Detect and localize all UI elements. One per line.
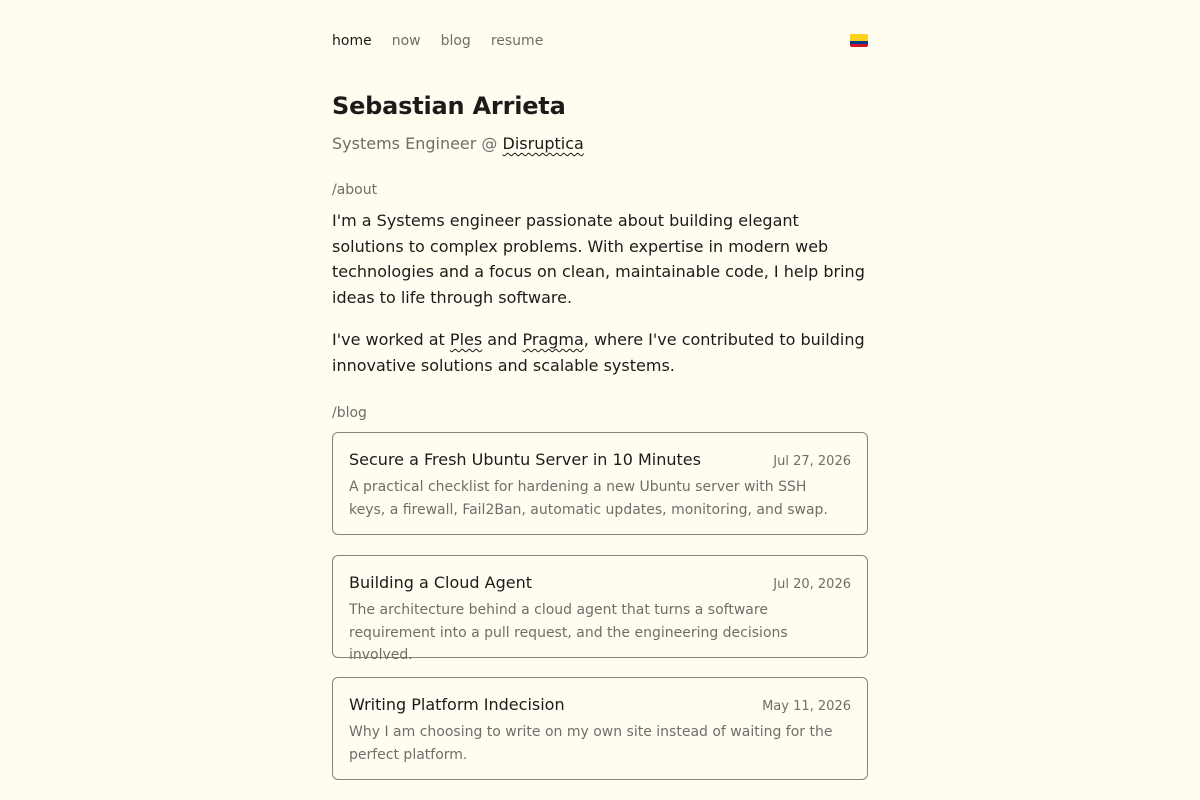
blog-post-title: Building a Cloud Agent	[349, 573, 533, 592]
nav-link-now[interactable]: now	[391, 33, 421, 49]
nav-link-resume[interactable]: resume	[490, 33, 544, 49]
blog-post-title: Secure a Fresh Ubuntu Server in 10 Minutes	[349, 450, 701, 469]
blog-post-date: Jul 27, 2026	[773, 454, 851, 469]
blog-post-date: Jul 20, 2026	[773, 577, 851, 592]
company-link-disruptica[interactable]: Disruptica	[502, 134, 584, 153]
blog-section-label: /blog	[332, 405, 367, 421]
blog-post-description: The architecture behind a cloud agent that turns a software requirement into a pull request, and the engineering decisions involved.	[349, 602, 788, 663]
colombia-flag-icon[interactable]	[850, 34, 868, 47]
about-p2-middle: and	[482, 330, 523, 349]
page-title: Sebastian Arrieta	[332, 92, 566, 120]
nav-links	[332, 33, 868, 49]
company-link-pragma[interactable]: Pragma	[522, 330, 584, 349]
nav-link-blog[interactable]: blog	[440, 33, 471, 49]
about-section-label: /about	[332, 182, 378, 198]
blog-post-card[interactable]	[332, 432, 868, 535]
flag-band-red	[850, 44, 868, 47]
about-paragraph-1: I'm a Systems engineer passionate about building elegant solutions to complex problems. With expertise in modern web technologies and a focus on clean, maintainable code, I help bring ideas to life through software.	[332, 211, 865, 307]
about-p2-prefix: I've worked at	[332, 330, 450, 349]
blog-post-date: May 11, 2026	[762, 699, 851, 714]
blog-post-description: A practical checklist for hardening a new Ubuntu server with SSH keys, a firewall, Fail2Ban, automatic updates, monitoring, and swap.	[349, 479, 828, 518]
role-line	[332, 134, 584, 153]
nav-link-home[interactable]: home	[332, 33, 372, 49]
company-link-ples[interactable]: Ples	[449, 330, 483, 349]
role-prefix: Systems Engineer @	[332, 134, 503, 153]
blog-post-card[interactable]	[332, 555, 868, 663]
about-paragraph-2	[332, 327, 868, 378]
blog-post-description: Why I am choosing to write on my own site instead of waiting for the perfect platform.	[349, 724, 833, 763]
blog-post-title: Writing Platform Indecision	[349, 695, 565, 714]
top-nav	[332, 33, 868, 53]
about-p2-suffix: , where I've contributed to building innovative solutions and scalable systems.	[332, 330, 865, 375]
blog-post-card[interactable]	[332, 677, 868, 780]
